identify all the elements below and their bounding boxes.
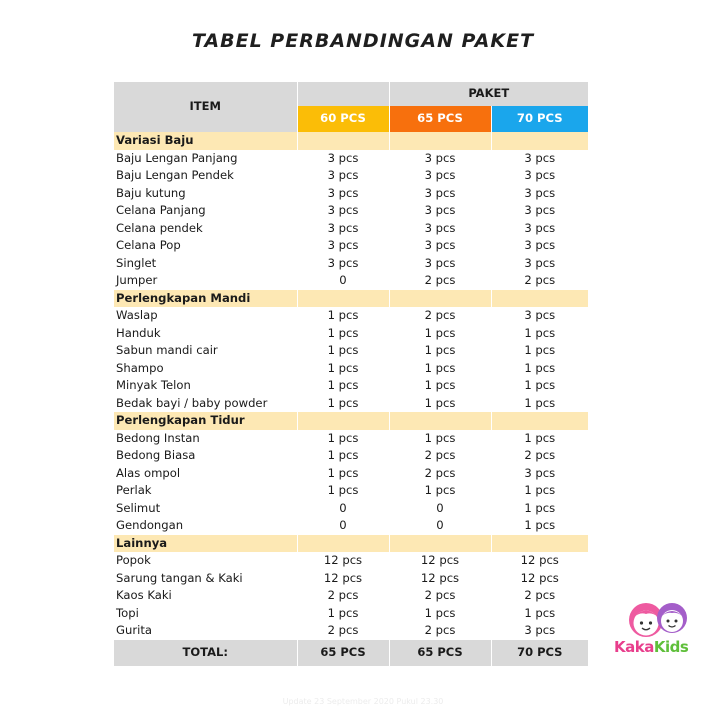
item-value: 2 pcs xyxy=(389,307,491,325)
item-value: 12 pcs xyxy=(297,552,389,570)
table-row xyxy=(114,465,588,483)
item-value: 3 pcs xyxy=(389,185,491,203)
table-row xyxy=(114,237,588,255)
item-label: Alas ompol xyxy=(114,465,297,483)
item-value: 1 pcs xyxy=(389,482,491,500)
category-row xyxy=(114,132,588,150)
item-value: 12 pcs xyxy=(520,570,559,585)
total-value-60: 65 PCS xyxy=(297,640,389,666)
package-70-header: 70 PCS xyxy=(491,106,588,132)
item-value: 1 pcs xyxy=(389,395,491,413)
category-fill xyxy=(491,290,588,308)
table-row xyxy=(114,185,588,203)
table-row xyxy=(114,482,588,500)
category-fill xyxy=(297,412,389,430)
category-row xyxy=(114,290,588,308)
item-label: Popok xyxy=(114,552,297,570)
category-fill xyxy=(297,132,389,150)
comparison-table xyxy=(114,82,588,666)
item-value: 3 pcs xyxy=(297,220,389,238)
item-value: 1 pcs xyxy=(297,605,389,623)
item-value: 1 pcs xyxy=(297,395,389,413)
item-label: Baju kutung xyxy=(114,185,297,203)
category-label: Lainnya xyxy=(114,535,297,553)
item-value: 1 pcs xyxy=(297,482,389,500)
item-label: Selimut xyxy=(114,500,297,518)
table-row xyxy=(114,220,588,238)
table-row xyxy=(114,570,588,588)
item-value: 1 pcs xyxy=(297,342,389,360)
package-65-header: 65 PCS xyxy=(389,106,491,132)
category-fill xyxy=(389,290,491,308)
table-row xyxy=(114,167,588,185)
category-fill xyxy=(297,535,389,553)
item-value: 1 pcs xyxy=(389,360,491,378)
item-label: Jumper xyxy=(114,272,297,290)
item-value: 1 pcs xyxy=(524,605,556,620)
item-value: 1 pcs xyxy=(389,325,491,343)
item-value: 1 pcs xyxy=(524,325,556,340)
item-label: Gendongan xyxy=(114,517,297,535)
table-row xyxy=(114,342,588,360)
item-value: 2 pcs xyxy=(389,272,491,290)
category-label: Perlengkapan Tidur xyxy=(114,412,297,430)
kakakids-logo-text xyxy=(614,638,688,656)
category-row xyxy=(114,535,588,553)
category-label: Perlengkapan Mandi xyxy=(114,290,297,308)
item-value: 3 pcs xyxy=(389,202,491,220)
logo-word-kids: Kids xyxy=(653,638,689,656)
item-value: 2 pcs xyxy=(297,622,389,640)
item-value: 1 pcs xyxy=(297,360,389,378)
item-value: 1 pcs xyxy=(524,483,556,497)
item-value: 3 pcs xyxy=(524,220,556,235)
update-footer: Update 23 September 2020 Pukul 23.30 xyxy=(282,697,444,706)
item-value: 1 pcs xyxy=(297,325,389,343)
item-value: 3 pcs xyxy=(524,150,556,165)
paket-header-blank xyxy=(297,82,389,106)
table-row xyxy=(114,395,588,413)
item-value: 1 pcs xyxy=(524,343,556,357)
item-value: 1 pcs xyxy=(524,378,556,392)
item-value: 3 pcs xyxy=(389,150,491,168)
item-label: Celana Pop xyxy=(114,237,297,255)
item-value: 3 pcs xyxy=(297,255,389,273)
total-value-70: 70 PCS xyxy=(491,640,588,666)
category-fill xyxy=(491,535,588,553)
table-row xyxy=(114,552,588,570)
item-value: 1 pcs xyxy=(524,395,556,410)
item-value: 3 pcs xyxy=(524,238,556,252)
item-value: 2 pcs xyxy=(524,448,556,462)
item-value: 3 pcs xyxy=(524,185,556,200)
item-value: 3 pcs xyxy=(389,237,491,255)
category-label: Variasi Baju xyxy=(114,132,297,150)
table-row xyxy=(114,587,588,605)
item-value: 1 pcs xyxy=(389,605,491,623)
item-value: 3 pcs xyxy=(524,308,556,322)
item-value: 3 pcs xyxy=(297,237,389,255)
item-label: Topi xyxy=(114,605,297,623)
item-label: Kaos Kaki xyxy=(114,587,297,605)
item-value: 3 pcs xyxy=(297,150,389,168)
table-row xyxy=(114,150,588,168)
item-value: 1 pcs xyxy=(524,518,556,532)
category-fill xyxy=(389,132,491,150)
item-label: Bedak bayi / baby powder xyxy=(114,395,297,413)
item-label: Sabun mandi cair xyxy=(114,342,297,360)
item-value: 3 pcs xyxy=(297,185,389,203)
table-row xyxy=(114,272,588,290)
item-value: 2 pcs xyxy=(389,465,491,483)
table-row xyxy=(114,325,588,343)
item-value: 0 xyxy=(389,500,491,518)
category-fill xyxy=(389,535,491,553)
item-value: 3 pcs xyxy=(524,168,556,182)
logo-word-kaka: Kaka xyxy=(614,638,654,656)
item-value: 2 pcs xyxy=(524,588,556,602)
table-body xyxy=(114,132,588,640)
item-value: 2 pcs xyxy=(297,587,389,605)
item-label: Minyak Telon xyxy=(114,377,297,395)
table-row xyxy=(114,307,588,325)
table-row xyxy=(114,377,588,395)
item-label: Celana pendek xyxy=(114,220,297,238)
item-value: 1 pcs xyxy=(389,377,491,395)
item-label: Shampo xyxy=(114,360,297,378)
category-fill xyxy=(297,290,389,308)
item-label: Sarung tangan & Kaki xyxy=(114,570,297,588)
item-value: 12 pcs xyxy=(297,570,389,588)
item-value: 3 pcs xyxy=(389,255,491,273)
item-value: 3 pcs xyxy=(524,623,556,637)
item-label: Handuk xyxy=(114,325,297,343)
item-header: ITEM xyxy=(114,82,297,132)
item-value: 0 xyxy=(297,272,389,290)
item-value: 1 pcs xyxy=(297,465,389,483)
item-value: 1 pcs xyxy=(297,377,389,395)
item-label: Bedong Biasa xyxy=(114,447,297,465)
item-value: 2 pcs xyxy=(389,447,491,465)
item-value: 12 pcs xyxy=(389,552,491,570)
item-value: 3 pcs xyxy=(389,167,491,185)
item-label: Celana Panjang xyxy=(114,202,297,220)
item-value: 3 pcs xyxy=(524,255,556,270)
table-row xyxy=(114,517,588,535)
item-value: 2 pcs xyxy=(524,273,556,287)
item-value: 2 pcs xyxy=(389,622,491,640)
table-row xyxy=(114,430,588,448)
item-value: 1 pcs xyxy=(524,360,556,375)
table-row xyxy=(114,447,588,465)
page-title: TABEL PERBANDINGAN PAKET xyxy=(191,30,535,52)
item-label: Waslap xyxy=(114,307,297,325)
table-row xyxy=(114,622,588,640)
item-value: 1 pcs xyxy=(297,430,389,448)
item-label: Gurita xyxy=(114,622,297,640)
table-row xyxy=(114,605,588,623)
item-value: 1 pcs xyxy=(389,342,491,360)
item-value: 0 xyxy=(389,517,491,535)
item-label: Perlak xyxy=(114,482,297,500)
category-fill xyxy=(389,412,491,430)
item-label: Bedong Instan xyxy=(114,430,297,448)
item-value: 0 xyxy=(297,500,389,518)
item-label: Singlet xyxy=(114,255,297,273)
category-fill xyxy=(491,132,588,150)
table-row xyxy=(114,202,588,220)
item-value: 1 pcs xyxy=(524,500,556,515)
item-value: 0 xyxy=(297,517,389,535)
item-label: Baju Lengan Panjang xyxy=(114,150,297,168)
item-value: 3 pcs xyxy=(524,465,556,480)
item-value: 3 pcs xyxy=(389,220,491,238)
total-value-65: 65 PCS xyxy=(389,640,491,666)
item-value: 2 pcs xyxy=(389,587,491,605)
item-value: 1 pcs xyxy=(297,447,389,465)
item-value: 1 pcs xyxy=(297,307,389,325)
item-value: 12 pcs xyxy=(389,570,491,588)
item-value: 3 pcs xyxy=(524,203,556,217)
item-value: 1 pcs xyxy=(389,430,491,448)
total-row xyxy=(114,640,588,666)
table-row xyxy=(114,255,588,273)
table-row xyxy=(114,500,588,518)
item-value: 1 pcs xyxy=(524,430,556,445)
item-label: Baju Lengan Pendek xyxy=(114,167,297,185)
paket-header: PAKET xyxy=(389,82,588,106)
category-row xyxy=(114,412,588,430)
item-value: 12 pcs xyxy=(520,553,559,567)
total-label: TOTAL: xyxy=(114,640,297,666)
package-60-header: 60 PCS xyxy=(297,106,389,132)
category-fill xyxy=(491,412,588,430)
table-row xyxy=(114,360,588,378)
item-value: 3 pcs xyxy=(297,202,389,220)
item-value: 3 pcs xyxy=(297,167,389,185)
